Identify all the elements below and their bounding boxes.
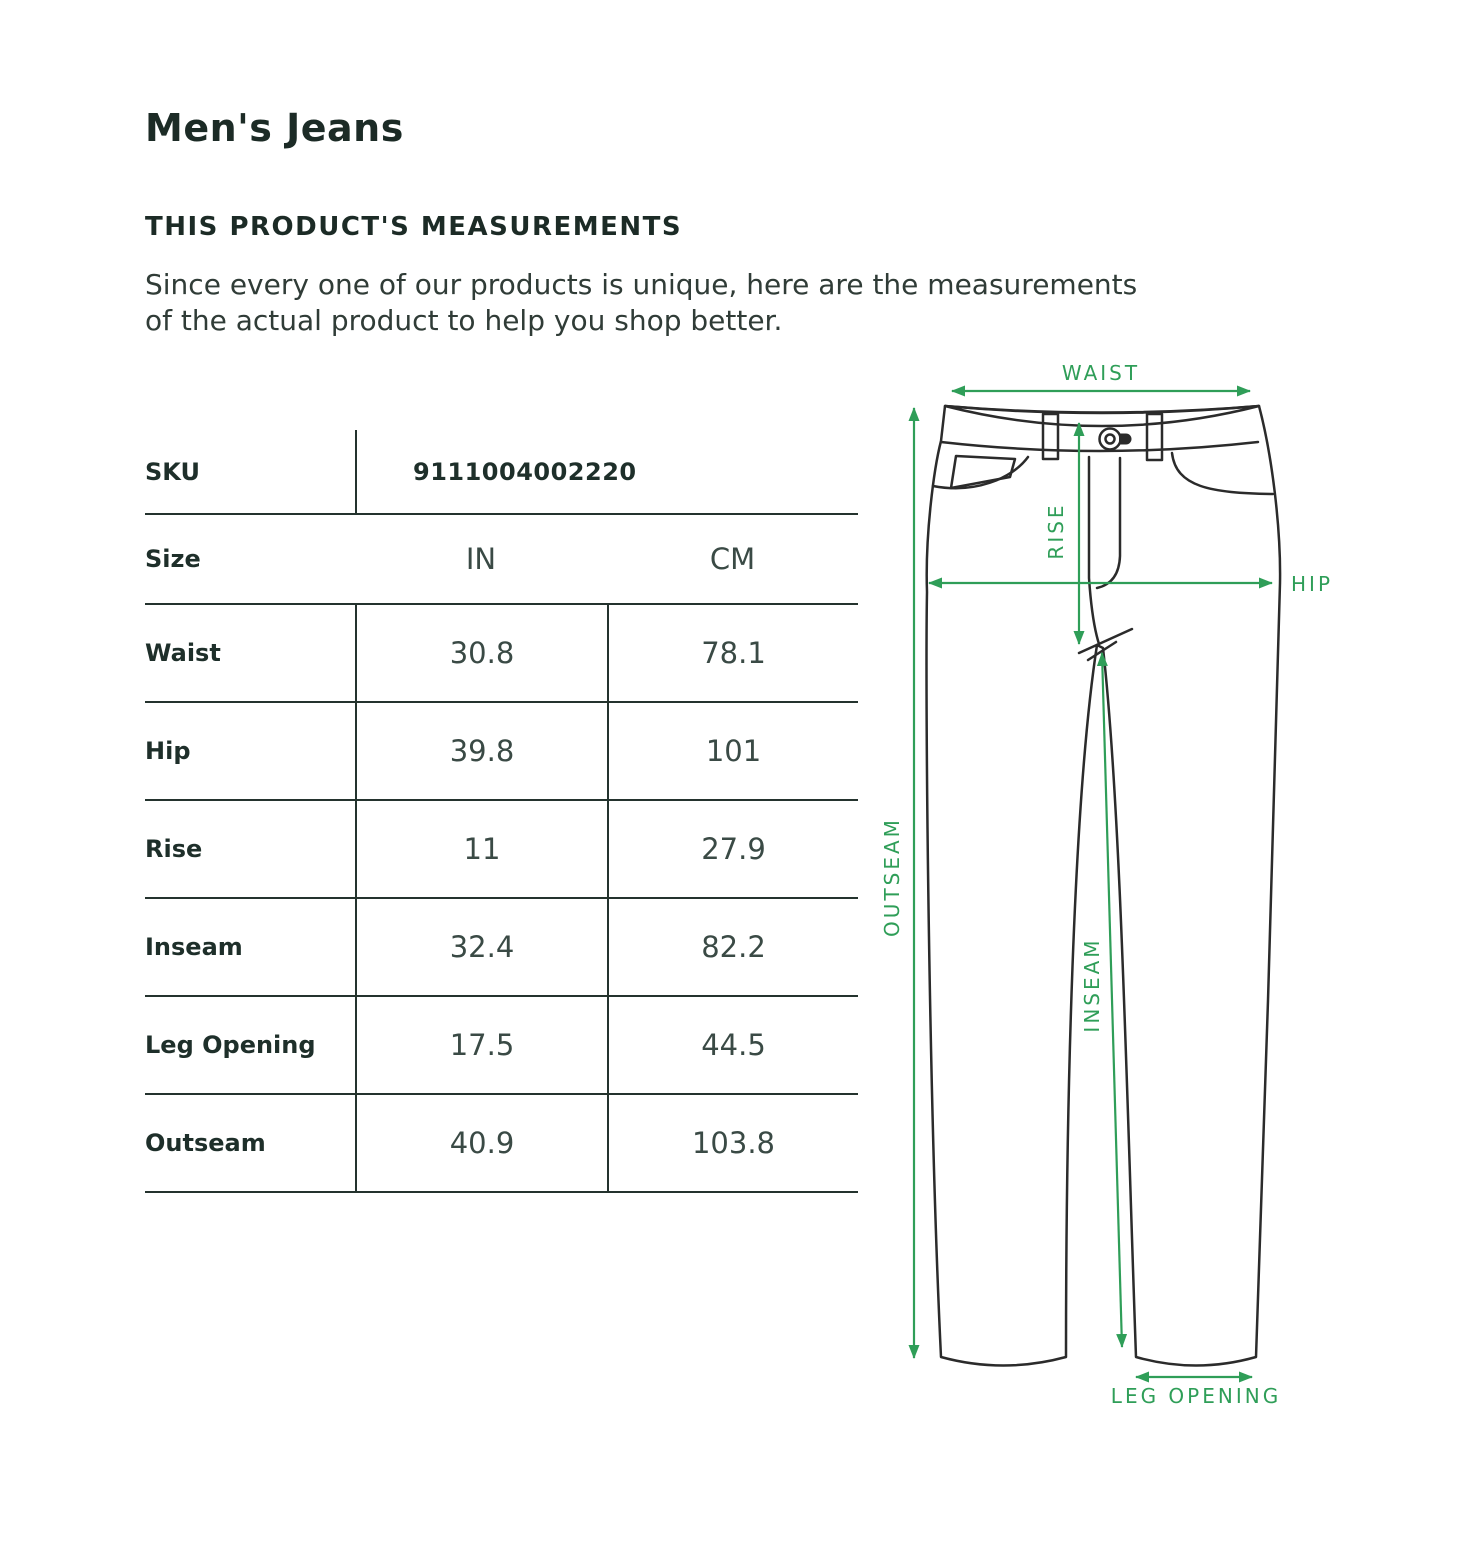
row-label: Rise <box>145 835 203 863</box>
crotch-mark <box>1079 629 1132 660</box>
section-heading: THIS PRODUCT'S MEASUREMENTS <box>145 212 683 242</box>
value-in: 39.8 <box>355 703 607 799</box>
inseam-label: INSEAM <box>1080 937 1104 1033</box>
jeans-measurement-diagram <box>860 350 1459 1470</box>
right-pocket-curve <box>1172 453 1273 494</box>
button-inner <box>1106 435 1115 444</box>
table-row-waist <box>145 605 858 703</box>
value-cm: 101 <box>607 703 858 799</box>
value-in: 30.8 <box>355 605 607 701</box>
row-label: Leg Opening <box>145 1031 316 1059</box>
hip-label: HIP <box>1291 572 1333 596</box>
outseam-label: OUTSEAM <box>880 817 904 937</box>
waist-label: WAIST <box>1061 361 1141 385</box>
waistband-inner <box>945 406 1259 426</box>
table-row-inseam <box>145 899 858 997</box>
belt-loop-left <box>1043 414 1058 459</box>
description-line-2: of the actual product to help you shop better. <box>145 304 783 337</box>
value-in: 32.4 <box>355 899 607 995</box>
product-description <box>145 267 1137 339</box>
page-title: Men's Jeans <box>145 106 404 150</box>
measurements-table <box>145 430 858 1193</box>
description-line-1: Since every one of our products is unique, here are the measurements <box>145 268 1138 301</box>
value-cm: 27.9 <box>607 801 858 897</box>
unit-header-in: IN <box>465 542 497 576</box>
value-in: 11 <box>355 801 607 897</box>
sku-value: 9111004002220 <box>413 457 637 486</box>
value-cm: 103.8 <box>607 1095 858 1191</box>
leg-opening-label: LEG OPENING <box>1110 1384 1282 1408</box>
value-cm: 82.2 <box>607 899 858 995</box>
button-icon <box>1100 429 1121 450</box>
value-in: 40.9 <box>355 1095 607 1191</box>
table-row-rise <box>145 801 858 899</box>
table-row-sku <box>145 430 858 515</box>
value-cm: 44.5 <box>607 997 858 1093</box>
sku-label: SKU <box>145 457 200 486</box>
unit-header-cm: CM <box>709 542 756 576</box>
row-label: Inseam <box>145 933 243 961</box>
jeans-outline <box>927 406 1281 1366</box>
button-tab <box>1119 434 1132 445</box>
fly-j-seam <box>1097 458 1120 588</box>
table-row-outseam <box>145 1095 858 1193</box>
table-row-hip <box>145 703 858 801</box>
value-cm: 78.1 <box>607 605 858 701</box>
rise-label: RISE <box>1044 502 1068 560</box>
table-row-leg-opening <box>145 997 858 1095</box>
row-label: Waist <box>145 639 221 667</box>
value-in: 17.5 <box>355 997 607 1093</box>
belt-loop-right <box>1147 414 1162 460</box>
fly-left-line <box>1089 457 1099 644</box>
row-label: Outseam <box>145 1129 266 1157</box>
sku-value-cell <box>355 430 858 513</box>
size-label: Size <box>145 545 201 573</box>
table-row-size-header <box>145 515 858 605</box>
row-label: Hip <box>145 737 191 765</box>
coin-pocket <box>951 456 1015 488</box>
